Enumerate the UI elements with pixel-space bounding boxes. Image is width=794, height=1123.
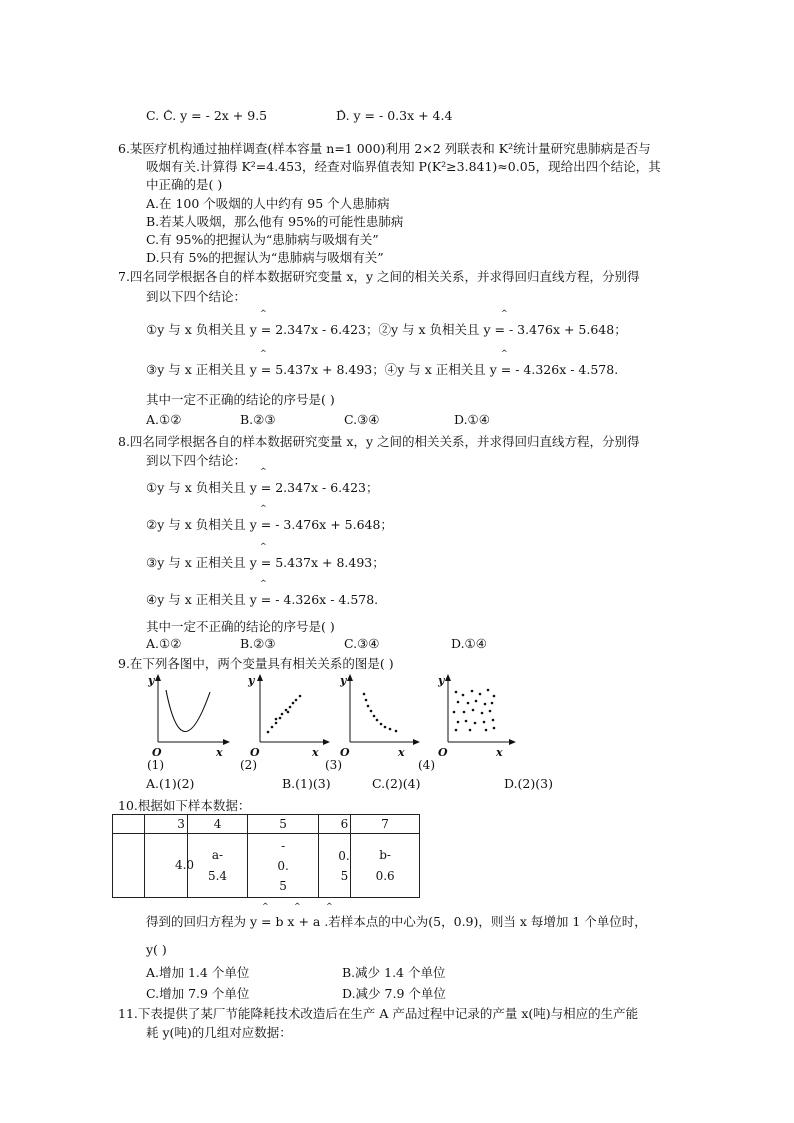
q6-option-a: A.在 100 个吸烟的人中约有 95 个人患肺病 — [146, 196, 390, 211]
hat-mark: ^ — [260, 542, 267, 551]
y-axis-label: y — [148, 674, 155, 687]
scatter-plot-3 — [330, 670, 422, 760]
origin-label: O — [152, 746, 162, 759]
table-cell: 6 — [319, 815, 351, 834]
hat-mark: ^ — [260, 504, 267, 513]
plot-caption-3: (3) — [325, 758, 342, 772]
q7-conclusions-a: ①y 与 x 负相关且 y = 2.347x - 6.423；②y 与 x 负相关且 y = - 3.476x + 5.648； — [146, 322, 627, 337]
q8-conclusion-4: ④y 与 x 正相关且 y = - 4.326x - 4.578. — [146, 592, 379, 607]
q8-line1: 8.四名同学根据各自的样本数据研究变量 x，y 之间的相关关系，并求得回归直线方程，分别得 — [118, 434, 640, 449]
q9-option-c: C.(2)(4) — [372, 776, 421, 791]
q8-option-a: A.①② — [146, 636, 182, 651]
table-row-y — [113, 834, 420, 898]
q7-option-d: D.①④ — [454, 412, 490, 427]
q8-option-c: C.③④ — [344, 636, 380, 651]
q8-option-b: B.②③ — [240, 636, 276, 651]
table-cell: 4 — [187, 815, 247, 834]
table-cell: -0.5 — [248, 834, 319, 898]
q7-line1: 7.四名同学根据各自的样本数据研究变量 x，y 之间的相关关系，并求得回归直线方程，分别得 — [118, 269, 640, 284]
hat-mark: ^ — [262, 902, 269, 911]
plot-caption-4: (4) — [418, 758, 435, 772]
table-cell: 3 — [145, 815, 188, 834]
data-points — [363, 693, 398, 733]
q8-question: 其中一定不正确的结论的序号是( ) — [146, 619, 335, 634]
hat-mark: ^ — [260, 579, 267, 588]
table-cell: 7 — [351, 815, 420, 834]
q5-option-c: C. C. y = - 2x + 9.5 — [146, 108, 268, 123]
plot-caption-2: (2) — [240, 758, 257, 772]
q10-option-c: C.增加 7.9 个单位 — [146, 986, 250, 1001]
plot-caption-1: (1) — [147, 758, 164, 772]
q6-line2: 吸烟有关.计算得 K²=4.453，经查对临界值表知 P(K²≥3.841)≈0.05，现给出四个结论，其 — [146, 159, 661, 174]
q6-option-d: D.只有 5%的把握认为“患肺病与吸烟有关” — [146, 250, 384, 265]
q11-line2: 耗 y(吨)的几组对应数据： — [146, 1025, 292, 1040]
hat-mark: ^ — [260, 349, 267, 358]
y-axis-label: y — [340, 674, 347, 687]
q8-conclusion-2: ②y 与 x 负相关且 y = - 3.476x + 5.648； — [146, 517, 393, 532]
q8-conclusion-1: ①y 与 x 负相关且 y = 2.347x - 6.423； — [146, 480, 379, 495]
hat-mark: ^ — [260, 467, 267, 476]
sample-data-table — [112, 814, 420, 898]
table-cell: 0.5 — [319, 834, 351, 898]
q10-stem: 10.根据如下样本数据： — [118, 798, 251, 813]
q8-conclusion-3: ③y 与 x 正相关且 y = 5.437x + 8.493； — [146, 555, 385, 570]
q7-line2: 到以下四个结论： — [146, 289, 247, 304]
q5-option-d: D. y = - 0.3x + 4.4 — [336, 108, 453, 123]
y-axis-label: y — [438, 674, 445, 687]
q7-option-b: B.②③ — [240, 412, 276, 427]
y-axis-label: y — [248, 674, 255, 687]
q7-question: 其中一定不正确的结论的序号是( ) — [146, 392, 335, 407]
q10-option-b: B.减少 1.4 个单位 — [342, 965, 446, 980]
table-cell: a-5.4 — [187, 834, 247, 898]
q7-option-c: C.③④ — [344, 412, 380, 427]
q6-option-c: C.有 95%的把握认为“患肺病与吸烟有关” — [146, 232, 379, 247]
q8-line2: 到以下四个结论： — [146, 453, 247, 468]
table-row-x — [113, 815, 420, 834]
origin-label: O — [438, 746, 448, 759]
q7-conclusions-b: ③y 与 x 正相关且 y = 5.437x + 8.493；④y 与 x 正相关且 y = - 4.326x - 4.578. — [146, 362, 619, 377]
scatter-plot-4 — [428, 670, 520, 760]
q6-option-b: B.若某人吸烟，那么他有 95%的可能性患肺病 — [146, 214, 404, 229]
origin-label: O — [340, 746, 350, 759]
q10-text1: 得到的回归方程为 y = b x + a .若样本点的中心为(5，0.9)，则当 x 每增加 1 个单位时， — [146, 914, 647, 929]
q11-line1: 11.下表提供了某厂节能降耗技术改造后在生产 A 产品过程中记录的产量 x(吨)与相应的生产能 — [118, 1006, 639, 1021]
q9-option-a: A.(1)(2) — [146, 776, 195, 791]
scatter-plot-2 — [240, 670, 332, 760]
q10-text2: y( ) — [146, 942, 167, 957]
table-cell: 5 — [248, 815, 319, 834]
table-header-cell — [113, 834, 145, 898]
hat-mark: ^ — [260, 309, 267, 318]
table-header-cell — [113, 815, 145, 834]
x-axis-label: x — [398, 746, 405, 759]
q8-option-d: D.①④ — [451, 636, 487, 651]
table-cell: b-0.6 — [351, 834, 420, 898]
hat-mark: ^ — [294, 902, 301, 911]
q9-option-b: B.(1)(3) — [282, 776, 331, 791]
q10-option-a: A.增加 1.4 个单位 — [146, 965, 250, 980]
hat-mark: ^ — [501, 349, 508, 358]
q9-option-d: D.(2)(3) — [504, 776, 553, 791]
x-axis-label: x — [496, 746, 503, 759]
table-cell: 4.0 — [145, 834, 188, 898]
data-points — [267, 695, 302, 734]
hat-mark: ^ — [326, 902, 333, 911]
scatter-plot-1 — [140, 670, 232, 760]
q10-option-d: D.减少 7.9 个单位 — [342, 986, 446, 1001]
origin-label: O — [250, 746, 260, 759]
q6-line1: 6.某医疗机构通过抽样调查(样本容量 n=1 000)利用 2×2 列联表和 K²统计量研究患肺病是否与 — [118, 141, 651, 156]
q9-stem: 9.在下列各图中，两个变量具有相关关系的图是( ) — [118, 656, 394, 671]
x-axis-label: x — [312, 746, 319, 759]
q7-option-a: A.①② — [146, 412, 182, 427]
q6-line3: 中正确的是( ) — [146, 177, 223, 192]
x-axis-label: x — [216, 746, 223, 759]
data-points — [453, 689, 496, 732]
hat-mark: ^ — [501, 309, 508, 318]
